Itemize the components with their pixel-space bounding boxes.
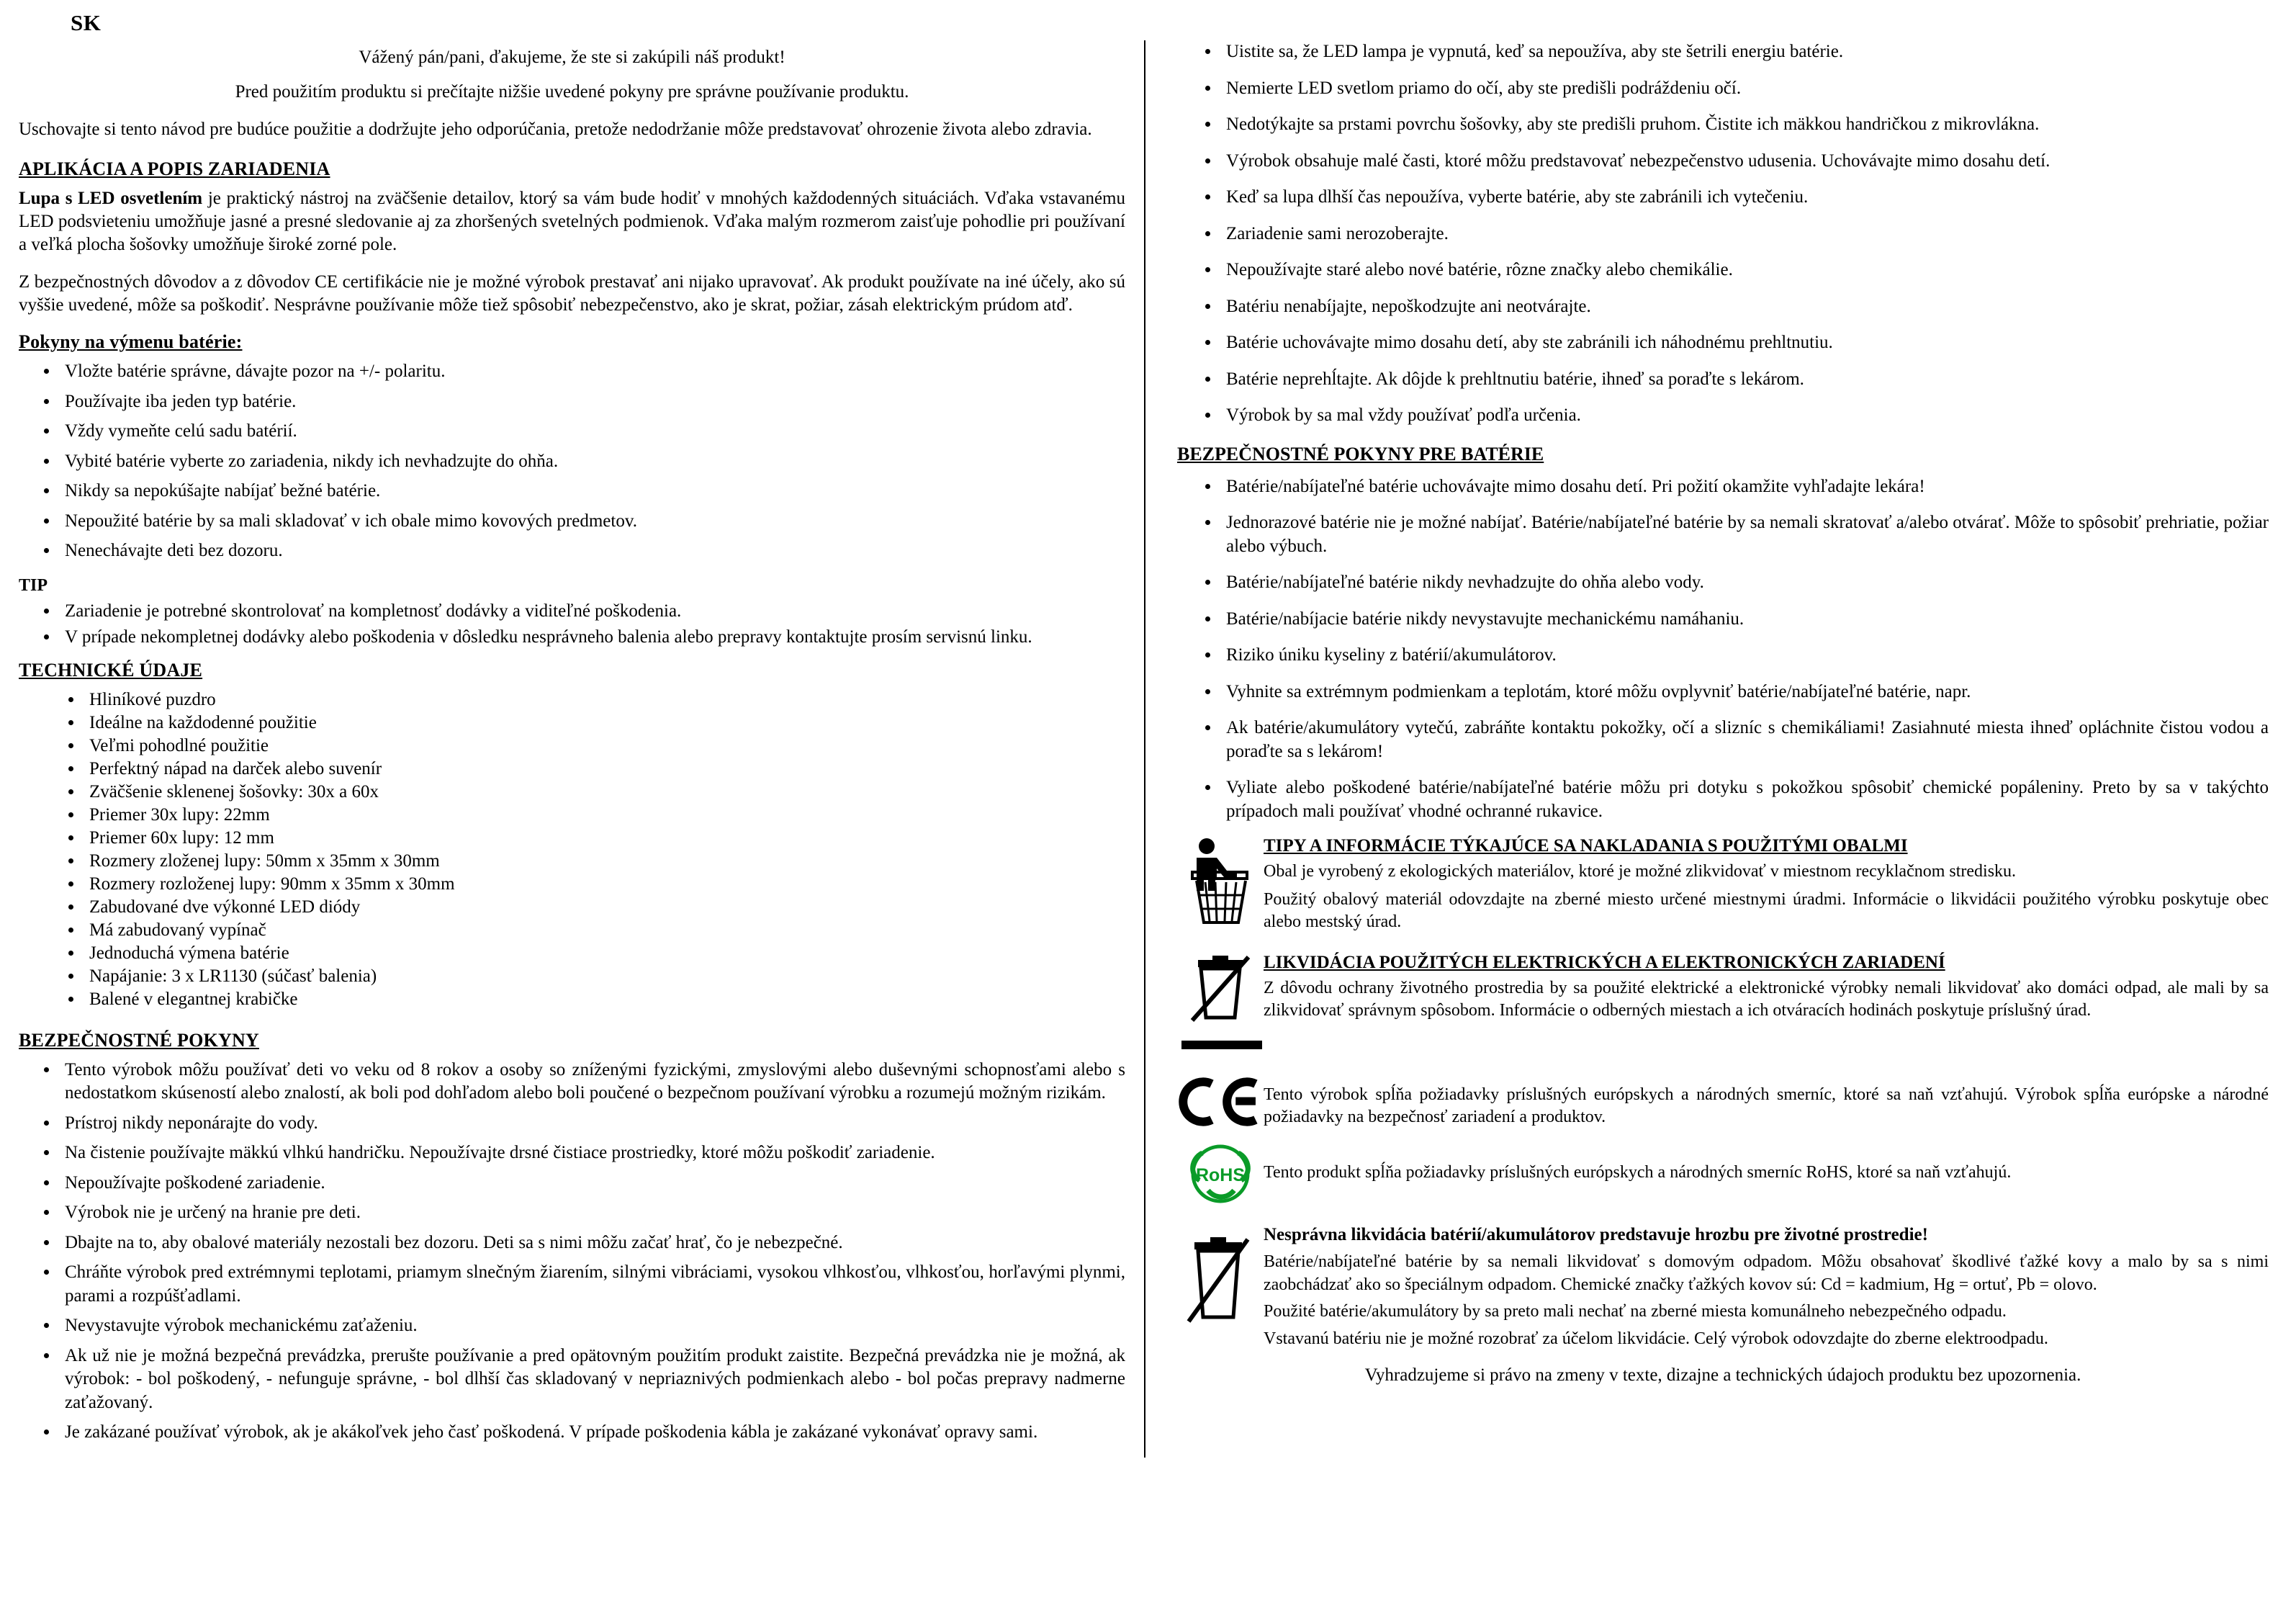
list-item: • Balené v elegantnej krabičke <box>84 988 1125 1011</box>
list-item: • Jednoduchá výmena batérie <box>84 942 1125 965</box>
heading-application: APLIKÁCIA A POPIS ZARIADENIA <box>19 158 330 179</box>
heading-battery-safety: BEZPEČNOSTNÉ POKYNY PRE BATÉRIE <box>1177 443 1544 464</box>
list-item: • Je zakázané používať výrobok, ak je akákoľvek jeho časť poškodená. V prípade poškodenia kábla je zakázané vykonávať opravy sami. <box>59 1421 1125 1445</box>
packaging-disposal-block <box>1177 836 2269 940</box>
list-item: • Ak už nie je možná bezpečná prevádzka, prerušte používanie a pred opätovným použitím produkt zaistite. Bezpečná prevádzka nie je možná, ak výrobok: - bol poškodený, - nefunguje správne, - bol dlhší čas skladovaný v nepriaznivých podmienkach alebo - bol počas prepravy nadmerne zaťažovaný. <box>59 1345 1125 1415</box>
list-item: • Riziko úniku kyseliny z batérií/akumulátorov. <box>1220 644 2269 668</box>
heading-battery-change: Pokyny na výmenu batérie: <box>19 331 243 352</box>
battery-disposal-text <box>1264 1225 2269 1355</box>
final-note: Vyhradzujeme si právo na zmeny v texte, dizajne a technických údajoch produktu bez upozornenia. <box>1364 1365 2081 1385</box>
list-item: • Chráňte výrobok pred extrémnymi teplotami, priamym slnečným žiarením, silnými vibráciami, vysokou vlhkosťou, vlhkosťou, horľavými plynmi, parami a rozpúšťadlami. <box>59 1261 1125 1308</box>
heading-safety-instructions: BEZPEČNOSTNÉ POKYNY <box>19 1029 259 1051</box>
ce-conformity-block <box>1177 1068 2269 1134</box>
list-item: • Nevystavujte výrobok mechanickému zaťaženiu. <box>59 1314 1125 1338</box>
ce-mark-icon <box>1177 1068 1264 1134</box>
list-item: • Má zabudovaný vypínač <box>84 919 1125 942</box>
weee-text <box>1264 953 2269 1028</box>
packaging-paragraph-1: Obal je vyrobený z ekologických materiálov, ktoré je možné zlikvidovať v miestnom recyklačnom stredisku. <box>1264 862 2017 881</box>
heading-technical-data: TECHNICKÉ ÚDAJE <box>19 659 203 681</box>
list-item: • Perfektný nápad na darček alebo suvenír <box>84 758 1125 781</box>
crossed-out-wheelie-bin-icon <box>1177 953 1264 1023</box>
battery-disposal-title: Nesprávna likvidácia batérií/akumulátorov predstavuje hrozbu pre životné prostredie! <box>1264 1224 1928 1244</box>
ce-text: Tento výrobok spĺňa požiadavky príslušných európskych a národných smerníc, ktoré sa naň vzťahujú. Výrobok spĺňa európske a národné požiadavky na bezpečnosť zariadení a produktov. <box>1264 1085 2269 1127</box>
list-item: • Veľmi pohodlné použitie <box>84 735 1125 758</box>
list-item: • V prípade nekompletnej dodávky alebo poškodenia v dôsledku nesprávneho balenia alebo prepravy kontaktujte prosím servisnú linku. <box>59 626 1125 650</box>
list-item: • Nemierte LED svetlom priamo do očí, aby ste predišli podráždeniu očí. <box>1220 77 2269 101</box>
application-paragraph-1-rest: je praktický nástroj na zväčšenie detailov, ktorý sa vám bude hodiť v mnohých každodenných situáciách. Vďaka vstavanému LED podsvieteniu umožňuje jasné a presné sledovanie aj za zhoršených svetelných podmienok. Vďaka malým rozmerom zaisťuje pohodlie pri používaní a veľká plocha šošovky umožňuje široké zorné pole. <box>19 189 1125 254</box>
list-item: • Napájanie: 3 x LR1130 (súčasť balenia) <box>84 965 1125 988</box>
list-item: • Na čistenie používajte mäkkú vlhkú handričku. Nepoužívajte drsné čistiace prostriedky, ktoré môžu poškodiť zariadenie. <box>59 1141 1125 1165</box>
intro-keep-manual: Uschovajte si tento návod pre budúce použitie a dodržujte jeho odporúčania, pretože nedodržanie môže predstavovať ohrozenie života alebo zdravia. <box>19 120 1092 139</box>
rohs-block <box>1177 1141 2269 1205</box>
list-item: • Vybité batérie vyberte zo zariadenia, nikdy ich nevhadzujte do ohňa. <box>59 450 1125 474</box>
battery-disposal-block <box>1177 1225 2269 1355</box>
list-item: • Prístroj nikdy neponárajte do vody. <box>59 1112 1125 1136</box>
right-column <box>1145 40 2269 1386</box>
packaging-text <box>1264 836 2269 940</box>
list-item: • Vyhnite sa extrémnym podmienkam a teplotám, ktoré môžu ovplyvniť batérie/nabíjateľné batérie, napr. <box>1220 681 2269 704</box>
list-item: • Hliníkové puzdro <box>84 688 1125 712</box>
list-item: • Batérie uchovávajte mimo dosahu detí, aby ste zabránili ich náhodnému prehltnutiu. <box>1220 331 2269 355</box>
divider-bar <box>1181 1041 1262 1049</box>
list-item: • Používajte iba jeden typ batérie. <box>59 390 1125 414</box>
list-item: • Zariadenie sami nerozoberajte. <box>1220 223 2269 246</box>
list-item: • Výrobok nie je určený na hranie pre deti. <box>59 1201 1125 1225</box>
list-item: • Vždy vymeňte celú sadu batérií. <box>59 420 1125 444</box>
list-item: • Batériu nenabíjajte, nepoškodzujte ani neotvárajte. <box>1220 295 2269 319</box>
language-code: SK <box>71 10 102 35</box>
list-item: • Ak batérie/akumulátory vytečú, zabráňte kontaktu pokožky, očí a slizníc s chemikáliami! Zasiahnuté miesta ihneď opláchnite čistou vodou a poraďte sa s lekárom! <box>1220 717 2269 763</box>
battery-disposal-paragraph-2: Použité batérie/akumulátory by sa preto mali nechať na zberné miesta komunálneho nebezpečného odpadu. <box>1264 1302 2007 1321</box>
tip-list <box>19 600 1125 650</box>
list-item: • Batérie neprehĺtajte. Ak dôjde k prehltnutiu batérie, ihneď sa poraďte s lekárom. <box>1220 368 2269 392</box>
battery-change-list <box>19 360 1125 563</box>
list-item: • Nepoužité batérie by sa mali skladovať v ich obale mimo kovových predmetov. <box>59 510 1125 534</box>
weee-title: LIKVIDÁCIA POUŽITÝCH ELEKTRICKÝCH A ELEKTRONICKÝCH ZARIADENÍ <box>1264 952 1945 972</box>
list-item: • Rozmery zloženej lupy: 50mm x 35mm x 30mm <box>84 850 1125 873</box>
packaging-title: TIPY A INFORMÁCIE TÝKAJÚCE SA NAKLADANIA S POUŽITÝMI OBALMI <box>1264 836 1908 856</box>
list-item: • Keď sa lupa dlhší čas nepoužíva, vyberte batérie, aby ste zabránili ich vytečeniu. <box>1220 186 2269 210</box>
list-item: • Jednorazové batérie nie je možné nabíjať. Batérie/nabíjateľné batérie by sa nemali skratovať a/alebo otvárať. Môže to spôsobiť prehriatie, požiar alebo výbuch. <box>1220 511 2269 558</box>
weee-disposal-block <box>1177 953 2269 1028</box>
packaging-paragraph-2: Použitý obalový materiál odovzdajte na zberné miesto určené miestnymi úradmi. Informácie o likvidácii použitého výrobku poskytuje obec alebo mestský úrad. <box>1264 890 2269 932</box>
list-item: • Priemer 30x lupy: 22mm <box>84 804 1125 827</box>
battery-disposal-paragraph-1: Batérie/nabíjateľné batérie by sa nemali likvidovať s domovým odpadom. Môžu obsahovať škodlivé ťažké kovy a malo by sa s nimi zaobchádzať ako so špeciálnym odpadom. Chemické značky ťažkých kovov sú: Cd = kadmium, Hg = ortuť, Pb = olovo. <box>1264 1252 2269 1294</box>
rohs-mark-icon <box>1177 1141 1264 1205</box>
intro-read-instructions: Pred použitím produktu si prečítajte nižšie uvedené pokyny pre správne používanie produktu. <box>235 82 909 102</box>
battery-safety-list <box>1177 475 2269 824</box>
list-item: • Nepoužívajte poškodené zariadenie. <box>59 1172 1125 1195</box>
weee-paragraph: Z dôvodu ochrany životného prostredia by sa použité elektrické a elektronické výrobky nemali likvidovať ako domáci odpad, ale mali by sa zlikvidovať správnym spôsobom. Informácie o odberných miestach a ich otváracích hodinách poskytuje príslušný úrad. <box>1264 978 2269 1020</box>
list-item: • Nikdy sa nepokúšajte nabíjať bežné batérie. <box>59 480 1125 503</box>
safety-list-right <box>1177 40 2269 428</box>
list-item: • Nedotýkajte sa prstami povrchu šošovky, aby ste predišli pruhom. Čistite ich mäkkou handričkou z mikrovlákna. <box>1220 113 2269 137</box>
list-item: • Dbajte na to, aby obalové materiály nezostali bez dozoru. Deti sa s nimi môžu začať hrať, čo je nebezpečné. <box>59 1231 1125 1255</box>
rohs-text: Tento produkt spĺňa požiadavky príslušných európskych a národných smerníc RoHS, ktoré sa naň vzťahujú. <box>1264 1163 2012 1182</box>
list-item: • Uistite sa, že LED lampa je vypnutá, keď sa nepoužíva, aby ste šetrili energiu batérie. <box>1220 40 2269 64</box>
list-item: • Zabudované dve výkonné LED diódy <box>84 896 1125 919</box>
list-item: • Nenechávajte deti bez dozoru. <box>59 539 1125 563</box>
list-item: • Batérie/nabíjacie batérie nikdy nevystavujte mechanickému namáhaniu. <box>1220 608 2269 632</box>
svg-text:RoHS: RoHS <box>1195 1164 1246 1185</box>
application-paragraph-2: Z bezpečnostných dôvodov a z dôvodov CE certifikácie nie je možné výrobok prestavať ani nijako upravovať. Ak produkt používate na iné účely, ako sú vyššie uvedené, môže sa poškodiť. Nesprávne používanie môže tiež spôsobiť nebezpečenstvo, ako je skrat, požiar, zásah elektrickým prúdom atď. <box>19 272 1125 315</box>
crossed-out-battery-bin-icon <box>1177 1225 1264 1342</box>
list-item: • Ideálne na každodenné použitie <box>84 712 1125 735</box>
list-item: • Zariadenie je potrebné skontrolovať na kompletnosť dodávky a viditeľné poškodenia. <box>59 600 1125 624</box>
list-item: • Vložte batérie správne, dávajte pozor na +/- polaritu. <box>59 360 1125 384</box>
list-item: • Zväčšenie sklenenej šošovky: 30x a 60x <box>84 781 1125 804</box>
left-column <box>19 40 1145 1458</box>
list-item: • Tento výrobok môžu používať deti vo veku od 8 rokov a osoby so zníženými fyzickými, zmyslovými alebo duševnými schopnosťami alebo s nedostatkom skúseností alebo znalostí, ak boli pod dohľadom alebo boli poučené o bezpečnom používaní výrobku a rozumejú možným rizikám. <box>59 1059 1125 1105</box>
list-item: • Batérie/nabíjateľné batérie nikdy nevhadzujte do ohňa alebo vody. <box>1220 571 2269 595</box>
trash-bin-recycle-icon <box>1177 836 1264 924</box>
two-column-layout <box>19 40 2277 1458</box>
list-item: • Rozmery rozloženej lupy: 90mm x 35mm x 30mm <box>84 873 1125 896</box>
application-paragraph-1 <box>19 187 1125 256</box>
list-item: • Batérie/nabíjateľné batérie uchovávajte mimo dosahu detí. Pri požití okamžite vyhľadajte lekára! <box>1220 475 2269 499</box>
product-name-bold: Lupa s LED osvetlením <box>19 189 203 208</box>
intro-greeting: Vážený pán/pani, ďakujeme, že ste si zakúpili náš produkt! <box>359 48 785 67</box>
technical-data-list <box>19 688 1125 1011</box>
list-item: • Výrobok obsahuje malé časti, ktoré môžu predstavovať nebezpečenstvo udusenia. Uchovávajte mimo dosahu detí. <box>1220 150 2269 174</box>
list-item: • Vyliate alebo poškodené batérie/nabíjateľné batérie môžu pri dotyku s pokožkou spôsobiť chemické popáleniny. Preto by sa v takýchto prípadoch mali používať vhodné ochranné rukavice. <box>1220 776 2269 823</box>
battery-disposal-paragraph-3: Vstavanú batériu nie je možné rozobrať za účelom likvidácie. Celý výrobok odovzdajte do zberne elektroodpadu. <box>1264 1329 2048 1348</box>
list-item: • Priemer 60x lupy: 12 mm <box>84 827 1125 850</box>
list-item: • Výrobok by sa mal vždy používať podľa určenia. <box>1220 404 2269 428</box>
safety-list-left <box>19 1059 1125 1445</box>
list-item: • Nepoužívajte staré alebo nové batérie, rôzne značky alebo chemikálie. <box>1220 259 2269 282</box>
tip-label: TIP <box>19 575 48 595</box>
